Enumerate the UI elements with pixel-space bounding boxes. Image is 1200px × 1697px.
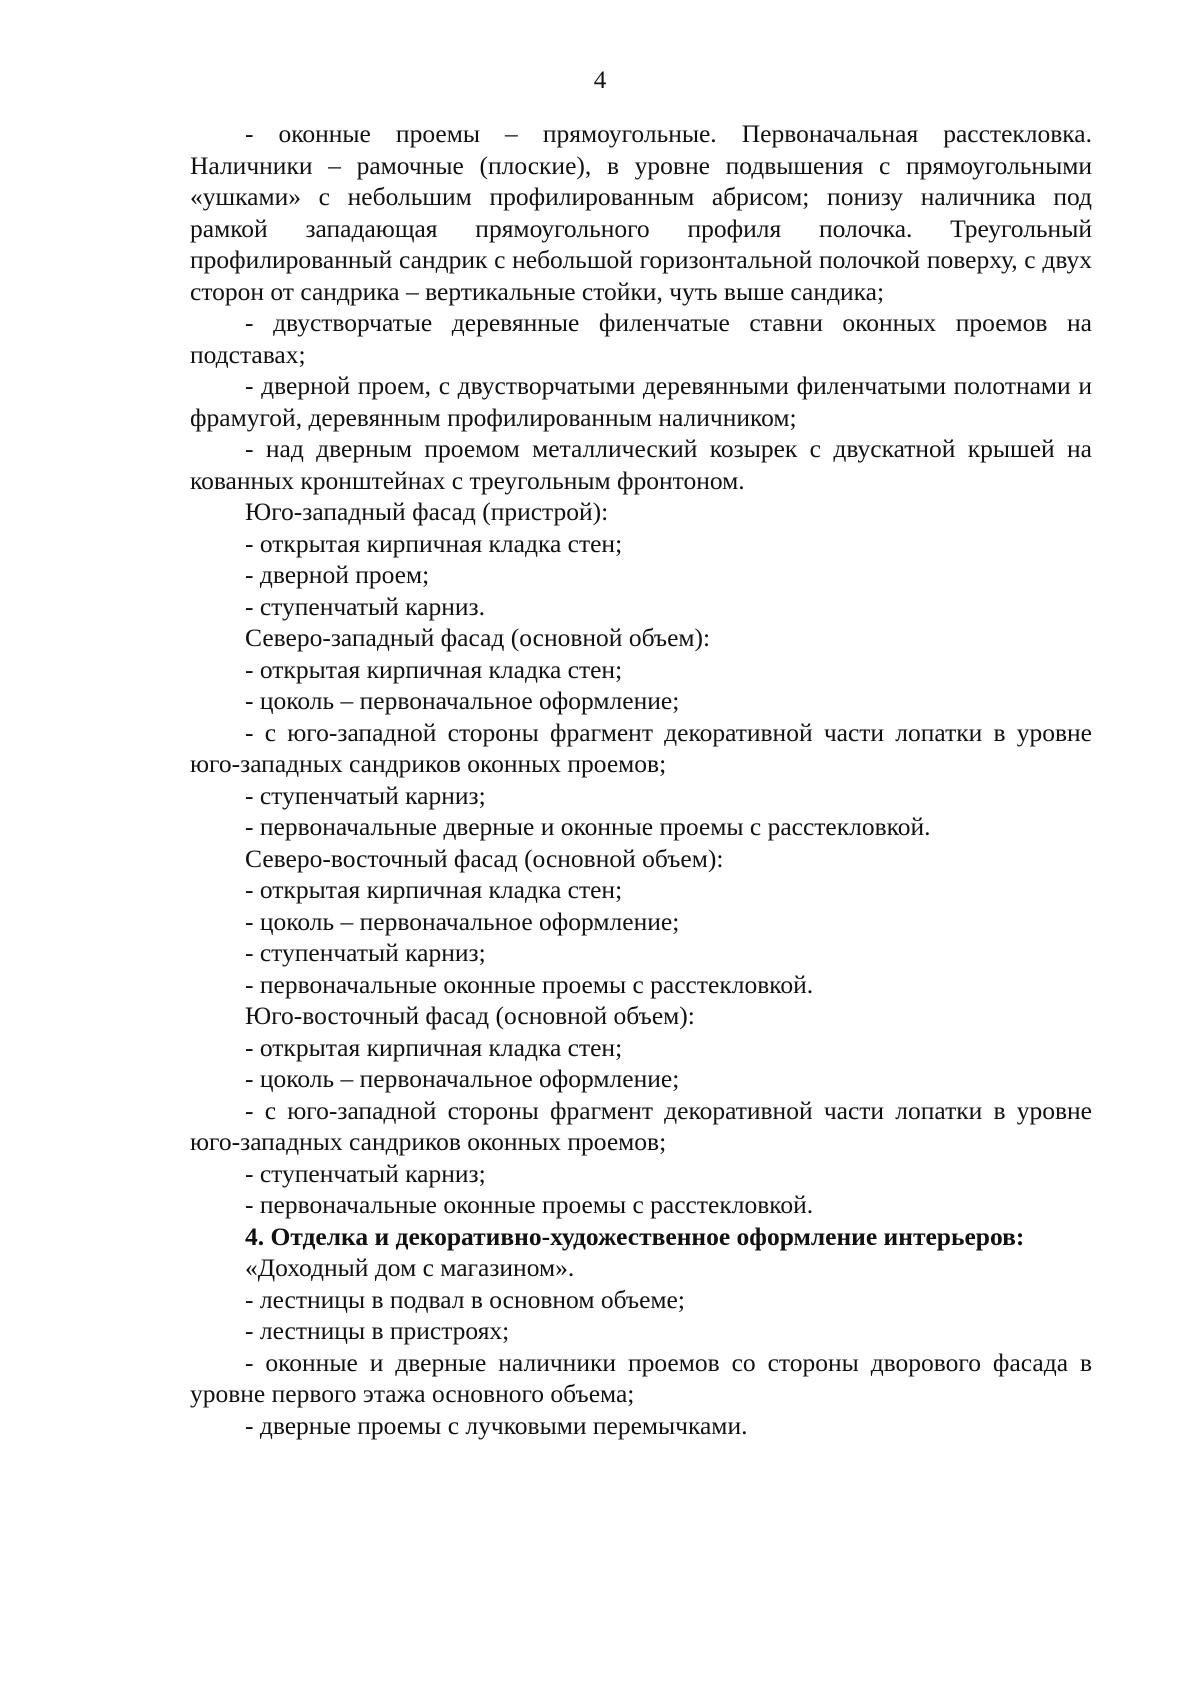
paragraph: Северо-западный фасад (основной объем):	[245, 623, 711, 652]
paragraph: - ступенчатый карниз;	[245, 780, 486, 810]
paragraph: - с юго-западной стороны фрагмент декоративной части лопатки в уровне юго-западных сандриков оконных проемов;	[190, 717, 1092, 778]
section-heading: 4. Отделка и декоративно-художественное оформление интерьеров:	[245, 1221, 1025, 1251]
paragraph: - дверной проем;	[245, 560, 430, 589]
paragraph: - с юго-западной стороны фрагмент декоративной части лопатки в уровне юго-западных сандриков оконных проемов;	[190, 1095, 1092, 1156]
paragraph: - лестницы в подвал в основном объеме;	[245, 1284, 685, 1314]
paragraph: - первоначальные дверные и оконные проемы с расстекловкой.	[245, 812, 931, 841]
paragraph: - дверные проемы с лучковыми перемычками.	[245, 1410, 748, 1440]
paragraph: «Доходный дом с магазином».	[245, 1253, 575, 1282]
paragraph: - открытая кирпичная кладка стен;	[245, 875, 623, 904]
page-number: 4	[593, 67, 607, 94]
paragraph: - ступенчатый карниз.	[245, 591, 485, 621]
paragraph: - ступенчатый карниз;	[245, 1158, 486, 1188]
paragraph: - открытая кирпичная кладка стен;	[245, 654, 623, 684]
paragraph: - цоколь – первоначальное оформление;	[245, 906, 680, 936]
paragraph: - дверной проем, с двустворчатыми деревянными филенчатыми полотнами и фрамугой, деревянным профилированным наличником;	[190, 371, 1092, 432]
paragraph: - открытая кирпичная кладка стен;	[245, 528, 623, 558]
paragraph: - цоколь – первоначальное оформление;	[245, 686, 680, 715]
paragraph: - первоначальные оконные проемы с расстекловкой.	[245, 1190, 814, 1219]
paragraph: - ступенчатый карниз;	[245, 938, 486, 967]
paragraph: Юго-западный фасад (пристрой):	[245, 497, 609, 526]
paragraph: - цоколь – первоначальное оформление;	[245, 1064, 680, 1093]
paragraph: - лестницы в пристроях;	[245, 1316, 510, 1345]
paragraph: Юго-восточный фасад (основной объем):	[245, 1001, 695, 1030]
paragraph: - открытая кирпичная кладка стен;	[245, 1032, 623, 1062]
paragraph: - оконные и дверные наличники проемов со стороны дворового фасада в уровне первого этажа основного объема;	[190, 1347, 1092, 1408]
paragraph: Северо-восточный фасад (основной объем):	[245, 843, 724, 873]
paragraph: - над дверным проемом металлический козырек с двускатной крышей на кованных кронштейнах с треугольным фронтоном.	[190, 434, 1092, 495]
document-body	[190, 118, 1092, 1441]
paragraph: - первоначальные оконные проемы с расстекловкой.	[245, 969, 814, 999]
paragraph: - двустворчатые деревянные филенчатые ставни оконных проемов на подставах;	[190, 308, 1092, 369]
paragraph: - оконные проемы – прямоугольные. Первоначальная расстекловка. Наличники – рамочные (плоские), в уровне подвышения с прямоугольными «ушками» с небольшим профилированным абрисом; понизу наличника под рамкой западающая прямоугольного профиля полочка. Треугольный профилированный сандрик с небольшой горизонтальной полочкой поверху, с двух сторон от сандрика – вертикальные стойки, чуть выше сандика;	[190, 119, 1092, 306]
